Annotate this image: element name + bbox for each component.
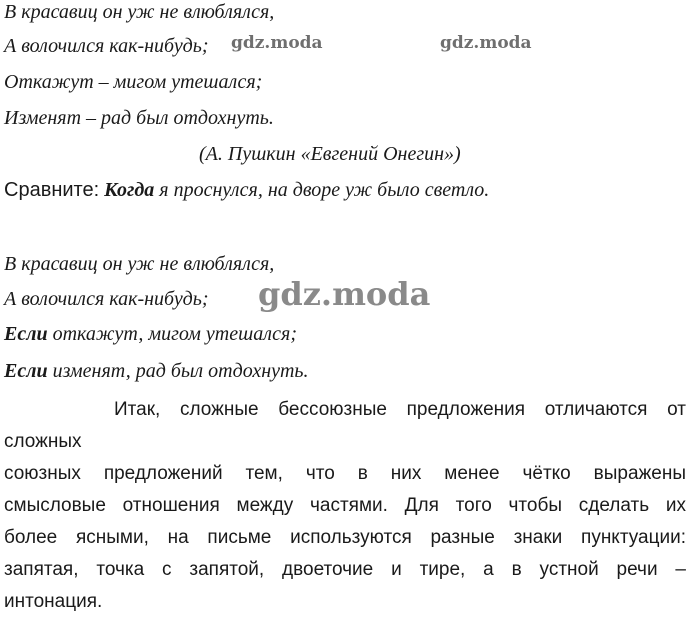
paragraph-line-4: более ясными, на письме используются разные знаки пунктуации: (4, 527, 686, 548)
poem1-line1: В красавиц он уж не влюблялся, (4, 1, 275, 23)
poem1-line3: Откажут – мигом утешался; (4, 71, 263, 93)
poem2-line4-rest: изменят, рад был отдохнуть. (47, 360, 309, 382)
compare-rest: я проснулся, на дворе уж было светло. (154, 179, 490, 201)
compare-bold-word: Когда (104, 179, 155, 201)
compare-label: Сравните: (4, 179, 100, 201)
watermark-2: gdz.moda (440, 33, 532, 53)
poem2-line4-bold: Если (4, 360, 48, 382)
paragraph-line-5: запятая, точка с запятой, двоеточие и тире, а в устной речи – (4, 559, 686, 580)
poem2-line3 (4, 322, 297, 346)
main-paragraph (4, 394, 686, 618)
watermark-3: gdz.moda (258, 275, 431, 313)
poem2-line3-bold: Если (4, 323, 48, 345)
poem1-line2: А волочился как-нибудь; (4, 35, 209, 57)
paragraph-line-2: союзных предложений тем, что в них менее чётко выражены (4, 463, 686, 484)
poem2-line4 (4, 359, 309, 383)
paragraph-line-1: Итак, сложные бессоюзные предложения отличаются от сложных (4, 399, 686, 452)
poem2-line3-rest: откажут, мигом утешался; (47, 323, 297, 345)
poem2-line2: А волочился как-нибудь; (4, 288, 209, 310)
poem1-attribution: (А. Пушкин «Евгений Онегин») (199, 143, 461, 165)
compare-sentence (4, 178, 489, 202)
paragraph-line-6: интонация. (4, 591, 103, 612)
poem1-line4: Изменят – рад был отдохнуть. (4, 107, 274, 129)
paragraph-line-3: смысловые отношения между частями. Для того чтобы сделать их (4, 495, 686, 516)
poem2-line1: В красавиц он уж не влюблялся, (4, 253, 275, 275)
watermark-1: gdz.moda (231, 33, 323, 53)
